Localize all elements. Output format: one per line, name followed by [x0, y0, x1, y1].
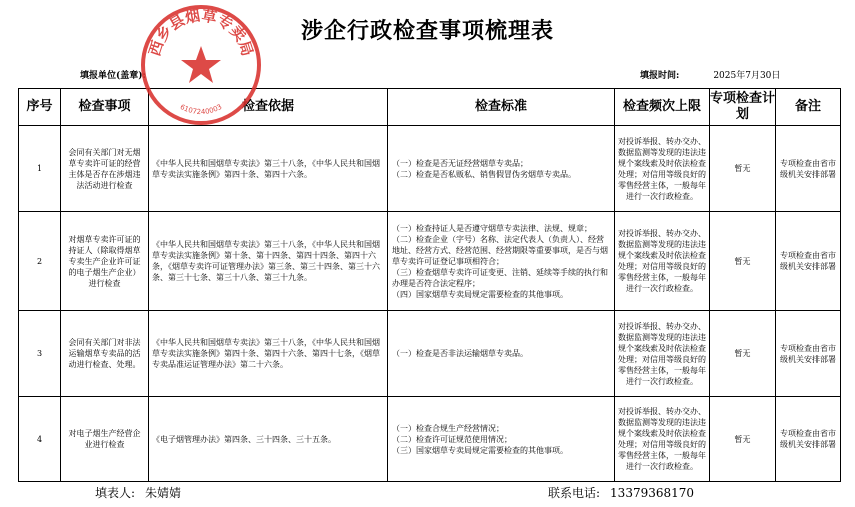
reporting-time-value: 2025年7月30日 — [713, 71, 781, 81]
cell-basis: 《电子烟管理办法》第四条、三十四条、三十五条。 — [149, 397, 388, 482]
cell-remark: 专项检查由省市级机关安排部署 — [776, 397, 841, 482]
seal-star-icon — [181, 46, 221, 83]
cell-frequency: 对投诉举报、转办交办、数据监测等发现的违法违规个案线索及时依法检查处理；对信用等级良好的零售经营主体，一般每年进行一次行政检查。 — [615, 212, 710, 311]
cell-frequency: 对投诉举报、转办交办、数据监测等发现的违法违规个案线索及时依法检查处理；对信用等级良好的零售经营主体，一般每年进行一次行政检查。 — [615, 311, 710, 397]
reporting-time-label: 填报时间: — [640, 71, 680, 81]
standard-line: （四）国家烟草专卖局规定需要检查的其他事项。 — [392, 289, 568, 299]
table-row — [19, 397, 841, 482]
cell-no: 4 — [19, 397, 61, 482]
filler-info — [95, 484, 181, 501]
phone-label: 联系电话: — [548, 486, 601, 500]
header-cell-frequency: 检查频次上限 — [615, 89, 710, 126]
cell-standard — [388, 212, 615, 311]
standard-line: （二）检查企业（字号）名称、法定代表人（负责人）、经营地址、经营方式、经营范围、经营期限等重要事项，是否与烟草专卖许可证登记事项相符合； — [392, 234, 608, 266]
standard-line: （一）检查是否无证经营烟草专卖品； — [392, 158, 528, 168]
standard-line: （二）检查许可证规范使用情况； — [392, 434, 512, 444]
phone-value: 13379368170 — [610, 486, 695, 500]
table-row — [19, 126, 841, 212]
table-row — [19, 212, 841, 311]
official-seal — [138, 2, 264, 128]
header-cell-standard: 检查标准 — [388, 89, 615, 126]
cell-plan: 暂无 — [710, 212, 776, 311]
seal-text: 西乡县烟草专卖局 — [145, 6, 257, 59]
table-row — [19, 311, 841, 397]
cell-no: 1 — [19, 126, 61, 212]
cell-no: 2 — [19, 212, 61, 311]
header-cell-item: 检查事项 — [61, 89, 149, 126]
cell-frequency: 对投诉举报、转办交办、数据监测等发现的违法违规个案线索及时依法检查处理；对信用等级良好的零售经营主体，一般每年进行一次行政检查。 — [615, 126, 710, 212]
seal-code: 6107240003 — [178, 102, 224, 117]
cell-frequency: 对投诉举报、转办交办、数据监测等发现的违法违规个案线索及时依法检查处理；对信用等级良好的零售经营主体，一般每年进行一次行政检查。 — [615, 397, 710, 482]
standard-line: （一）检查持证人是否遵守烟草专卖法律、法规、规章； — [392, 223, 592, 233]
header-cell-remark: 备注 — [776, 89, 841, 126]
cell-standard — [388, 311, 615, 397]
cell-remark: 专项检查由省市级机关安排部署 — [776, 126, 841, 212]
standard-line: （三）检查烟草专卖许可证变更、注销、延续等手续的执行和办理是否符合法定程序； — [392, 267, 608, 288]
page-title: 涉企行政检查事项梳理表 — [300, 18, 554, 44]
cell-standard — [388, 397, 615, 482]
filler-name: 朱婧婧 — [145, 486, 182, 500]
cell-basis: 《中华人民共和国烟草专卖法》第三十八条，《中华人民共和国烟草专卖法实施条例》第四十条、第四十六条。 — [149, 126, 388, 212]
cell-basis: 《中华人民共和国烟草专卖法》第三十八条，《中华人民共和国烟草专卖法实施条例》第十条、第十四条、第四十四条、第四十六条，《烟草专卖许可证管理办法》第三条、第三十四条、第三十六条、第三十七条、第三十八条、第三十九条。 — [149, 212, 388, 311]
cell-remark: 专项检查由省市级机关安排部署 — [776, 212, 841, 311]
reporting-unit-label: 填报单位(盖章): — [80, 71, 146, 81]
cell-item: 对烟草专卖许可证的持证人（除取得烟草专卖生产企业许可证的电子烟生产企业）进行检查 — [61, 212, 149, 311]
header-cell-plan: 专项检查计划 — [710, 89, 776, 126]
reporting-time — [640, 68, 780, 81]
phone-info — [548, 484, 694, 501]
cell-plan: 暂无 — [710, 311, 776, 397]
inspection-table — [18, 88, 841, 482]
header-cell-no: 序号 — [19, 89, 61, 126]
cell-no: 3 — [19, 311, 61, 397]
filler-label: 填表人: — [95, 486, 136, 500]
cell-basis: 《中华人民共和国烟草专卖法》第三十八条，《中华人民共和国烟草专卖法实施条例》第四十条、第四十六条、第四十七条，《烟草专卖品准运证管理办法》第二十六条。 — [149, 311, 388, 397]
cell-remark: 专项检查由省市级机关安排部署 — [776, 311, 841, 397]
cell-standard — [388, 126, 615, 212]
header-cell-basis: 检查依据 — [149, 89, 388, 126]
cell-item: 会同有关部门对无烟草专卖许可证的经营主体是否存在涉烟违法活动进行检查 — [61, 126, 149, 212]
standard-line: （三）国家烟草专卖局规定需要检查的其他事项。 — [392, 445, 568, 455]
standard-line: （二）检查是否私贩私、销售假冒伪劣烟草专卖品。 — [392, 169, 576, 179]
standard-line: （一）检查是否非法运输烟草专卖品。 — [392, 349, 528, 358]
cell-item: 对电子烟生产经营企业进行检查 — [61, 397, 149, 482]
cell-item: 会同有关部门对非法运输烟草专卖品的活动进行检查、处理。 — [61, 311, 149, 397]
standard-line: （一）检查合规生产经营情况； — [392, 423, 504, 433]
cell-plan: 暂无 — [710, 126, 776, 212]
cell-plan: 暂无 — [710, 397, 776, 482]
